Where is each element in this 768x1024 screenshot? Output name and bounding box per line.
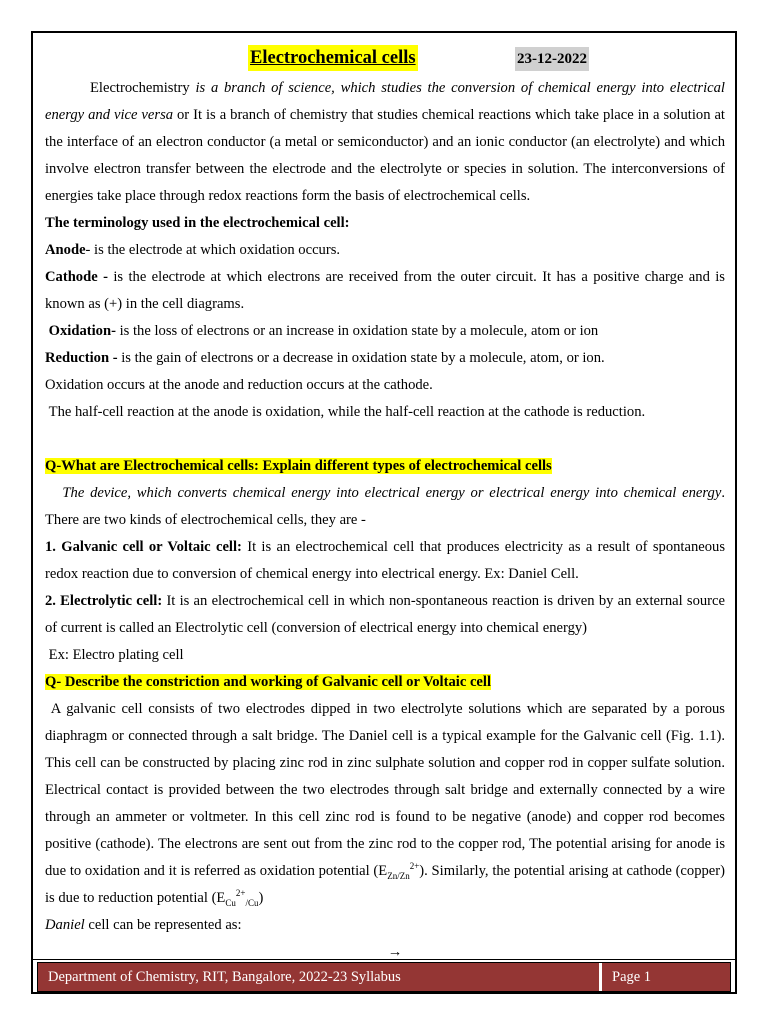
intro-lead: Electrochemistry — [90, 80, 196, 96]
title-row — [45, 45, 725, 75]
footer-page-number: Page 1 — [612, 968, 652, 985]
footer-department: Department of Chemistry, RIT, Bangalore, 2022-23 Syllabus — [38, 963, 602, 991]
intro-italic: is a branch of science, which studies the conversion of chemical energy into electrical energy and vice versa — [45, 80, 725, 123]
intro-paragraph — [45, 75, 725, 210]
electrolytic-cell-definition: 2. Electrolytic cell: It is an electrochemical cell in which non-spontaneous reaction is driven by an external source of current is called an Electrolytic cell (conversion of electrical energy into chemical energy) — [45, 593, 725, 636]
reduction-definition: Reduction - is the gain of electrons or a decrease in oxidation state by a molecule, atom, or ion. — [45, 350, 605, 366]
cathode-definition: Cathode - is the electrode at which electrons are received from the outer circuit. It has a positive charge and is known as (+) in the cell diagrams. — [45, 269, 725, 312]
q1-heading: Q-What are Electrochemical cells: Explain different types of electrochemical cells — [45, 458, 552, 474]
q1-definition: The device, which converts chemical energy into electrical energy or electrical energy into chemical energy. There are two kinds of electrochemical cells, they are - — [45, 485, 725, 528]
spacer — [45, 426, 725, 453]
electrolytic-example: Ex: Electro plating cell — [48, 647, 184, 663]
anode-definition: Anode- is the electrode at which oxidation occurs. — [45, 242, 341, 258]
page-footer — [37, 962, 731, 992]
intro-rest: or It is a branch of chemistry that studies chemical reactions which take place in a solution at the interface of an electron conductor (a metal or semiconductor) and an ionic conductor (an electrolyte) and which involve electron transfer between the electrode and the electrolyte or species in solution. The interconversions of energies take place through redox reactions form the basis of electrochemical cells. — [45, 107, 725, 204]
page-title: Electrochemical cells — [248, 45, 418, 71]
reaction-arrow: → — [387, 944, 403, 960]
half-cell-note: The half-cell reaction at the anode is oxidation, while the half-cell reaction at the cathode is reduction. — [48, 404, 646, 420]
document-date: 23-12-2022 — [515, 47, 589, 71]
q2-body: A galvanic cell consists of two electrodes dipped in two electrolyte solutions which are separated by a porous diaphragm or connected through a salt bridge. The Daniel cell is a typical example for the Galvanic cell (Fig. 1.1). This cell can be constructed by placing zinc rod in zinc sulphate solution and copper rod in copper sulfate solution. Electrical contact is provided between the two electrodes through salt bridge and externally connected by a wire through an ammeter or voltmeter. In this cell zinc rod is found to be negative (anode) and copper rod becomes positive (cathode). The electrons are sent out from the zinc rod to the copper rod, The potential arising for anode is due to oxidation and it is referred as oxidation potential $(E_{Zn/Zn}^{2+})$. Similarly, the potential arising at cathode (copper) is due to reduction potential $(E_{Cu}^{2+}_{/Cu})$ — [45, 701, 725, 908]
daniel-cell-line: Daniel cell can be represented as: — [45, 917, 242, 933]
galvanic-cell-definition: 1. Galvanic cell or Voltaic cell: It is an electrochemical cell that produces electricity as a result of spontaneous redox reaction due to conversion of chemical energy into electrical energy. Ex: Daniel Cell. — [45, 539, 725, 582]
document-body — [45, 45, 725, 966]
oxidation-reduction-note: Oxidation occurs at the anode and reduction occurs at the cathode. — [45, 377, 433, 393]
q2-heading: Q- Describe the constriction and working of Galvanic cell or Voltaic cell — [45, 674, 492, 690]
oxidation-definition: Oxidation- is the loss of electrons or an increase in oxidation state by a molecule, atom or ion — [48, 323, 599, 339]
terminology-heading: The terminology used in the electrochemical cell: — [45, 215, 350, 231]
